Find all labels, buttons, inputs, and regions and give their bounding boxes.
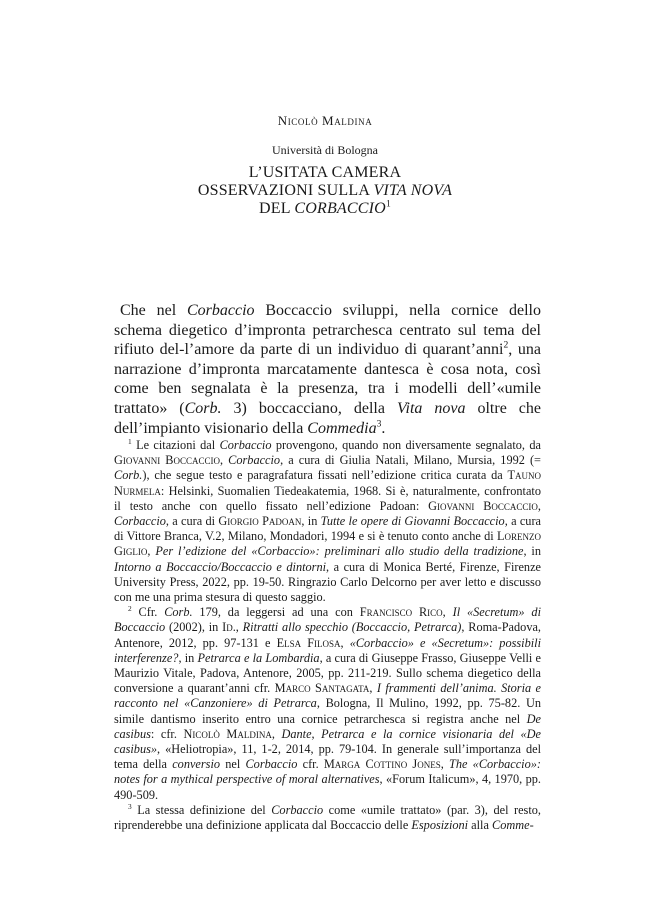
note-italic: Corbaccio: [245, 757, 298, 772]
note-text: , Roma-Padova, Antenore, 2012, pp. 97-131 e: [114, 620, 541, 650]
note-italic: Corb.: [114, 468, 143, 483]
title-line-3-italic: CORBACCIO: [294, 200, 386, 217]
note-text: ,: [220, 453, 229, 468]
footnote-1: [114, 438, 541, 605]
footnote-3: [114, 803, 541, 833]
author-name: Nicolò Maldina: [277, 113, 373, 128]
note-text: alla: [468, 818, 492, 833]
note-text: : cfr.: [150, 726, 184, 741]
title-line-2-text: OSSERVAZIONI SULLA: [197, 182, 374, 199]
footnote-number: 3: [128, 801, 132, 811]
note-text: come «umile trattato» (par. 3), del resto, riprenderebbe una definizione applicata dal Boccaccio delle: [114, 802, 541, 833]
note-italic: Intorno a Boccaccio/Boccaccio e dintorni: [114, 559, 327, 574]
note-author: Giovanni Boccaccio: [428, 498, 538, 513]
note-author: Lorenzo Giglio: [114, 529, 541, 559]
body-text-segment: , una narrazione d’impronta marcatamente dantesca è cosa nota, così come ben segnalata è la presenza, tra i modelli dell’«umile trattato» (: [114, 341, 541, 417]
note-text: : Helsinki, Suomalien Tiedeakatemia, 1968. Si è, naturalmente, confrontato il testo anche con quello fissato nell’edizione Padoan:: [114, 483, 541, 513]
author-affiliation: Università di Bologna: [272, 143, 378, 157]
note-text: , «Forum Italicum», 4, 1970, pp. 490-509.: [114, 772, 541, 802]
note-author: Francisco Rico: [359, 605, 443, 620]
note-author: Giorgio Padoan: [218, 514, 302, 529]
body-italic: Corbaccio: [186, 302, 255, 319]
note-italic: Per l’edizione del «Corbaccio»: preliminari allo studio della tradizione: [155, 544, 524, 559]
body-text-segment: 3) boccacciano, della: [221, 399, 397, 417]
note-author: Id.: [222, 620, 236, 635]
note-italic: Corbaccio: [114, 514, 166, 529]
title-footnote-ref[interactable]: 1: [385, 198, 391, 210]
note-italic: Ritratti allo specchio (Boccaccio, Petrarca): [242, 620, 462, 635]
footnote-2: [114, 605, 541, 803]
note-text: 179, da leggersi ad una con: [192, 605, 360, 620]
note-author: Elsa Filosa: [276, 635, 341, 650]
note-text: , «Heliotropia», 11, 1-2, 2014, pp. 79-104. In generale sull’importanza del tema della: [114, 742, 541, 772]
note-author: Nicolò Maldina: [183, 726, 272, 741]
note-text: , a cura di Monica Berté, Firenze, Firenze University Press, 2022, pp. 19-50. Ringrazio Carlo Delcorno per aver letto e discusso con me una prima stesura di questo saggio.: [114, 559, 541, 605]
note-italic: Esposizioni: [411, 818, 469, 833]
note-italic: Corb.: [164, 605, 193, 620]
body-italic: Commedia: [307, 419, 377, 437]
body-text-segment: oltre che dell’impianto visionario della: [114, 399, 541, 437]
note-author: Giovanni Boccaccio: [114, 453, 220, 468]
note-text: ,: [147, 544, 156, 559]
title-line-2-italic: VITA NOVA: [373, 182, 453, 199]
note-text: ,: [442, 605, 453, 620]
note-italic: I frammenti dell’anima. Storia e racconto nel «Canzoniere» di Petrarca: [114, 681, 541, 711]
note-text: ), che segue testo e paragrafatura fissati nell’edizione critica curata da: [142, 468, 508, 483]
note-text: , a cura di: [165, 514, 219, 529]
note-italic: Tutte le opere di Giovanni Boccaccio: [320, 514, 505, 529]
note-italic: The «Corbaccio»: notes for a mythical perspective of moral alternatives: [114, 757, 541, 787]
title-line-2: [0, 182, 650, 200]
note-text: ,: [369, 681, 377, 696]
body-paragraph: [114, 301, 541, 438]
note-italic: Petrarca e la Lombardia: [197, 650, 320, 665]
note-author: Tauno Nurmela: [114, 468, 541, 498]
note-author: Marco Santagata: [274, 681, 370, 696]
note-text: ,: [340, 635, 350, 650]
note-text: nel: [220, 757, 246, 772]
title-line-1: L’USITATA CAMERA: [248, 164, 402, 181]
note-text: ,: [440, 757, 450, 772]
note-italic: Corbaccio: [271, 802, 324, 817]
note-text: , a cura di Giuseppe Frasso, Giuseppe Velli e Maurizio Vitale, Padova, Antenore, 2005, pp. 211-219. Sullo schema diegetico della conversione a quarant’anni cfr.: [114, 650, 541, 696]
note-italic: conversio: [172, 757, 221, 772]
note-text: (2002), in: [165, 620, 223, 635]
note-italic: Corbaccio: [219, 438, 272, 452]
note-italic: Dante, Petrarca e la cornice visionaria del «De casibus»: [114, 726, 542, 757]
note-text: , a cura di Giulia Natali, Milano, Mursia, 1992 (=: [280, 453, 541, 468]
note-text: ,: [537, 498, 541, 513]
note-text: Le citazioni dal: [136, 438, 220, 452]
footnotes-section: [114, 438, 541, 833]
note-text: , in: [523, 544, 541, 559]
note-italic: De casibus: [114, 711, 541, 741]
footnote-number: 2: [128, 604, 132, 614]
note-text: , a cura di Vittore Branca, V.2, Milano, Mondadori, 1994 e si è tenuto conto anche di: [114, 514, 542, 544]
body-text-segment: .: [381, 419, 386, 437]
body-text-segment: Boccaccio sviluppi, nella cornice dello schema diegetico d’impronta petrarchesca centrato sul tema del rifiuto del-l’amore da parte di un individuo di quarant’anni: [114, 302, 541, 359]
title-line-3: [0, 200, 650, 218]
title-line-3-text: DEL: [259, 200, 295, 217]
body-italic: Vita nova: [396, 399, 466, 417]
footnote-ref-3[interactable]: 3: [376, 418, 382, 430]
note-italic: Il «Secretum» di Boccaccio: [114, 605, 541, 635]
note-italic: Corbaccio: [228, 453, 281, 468]
note-text: , in: [178, 650, 198, 665]
note-italic: Comme-: [492, 818, 534, 833]
note-text: provengono, quando non diversamente segnalato, da: [271, 438, 541, 452]
note-text: ,: [271, 726, 282, 741]
note-text: ,: [235, 620, 243, 635]
note-text: cfr.: [297, 757, 324, 772]
note-text: , in: [301, 514, 321, 529]
body-text-segment: Che nel: [120, 302, 187, 319]
footnote-number: 1: [128, 436, 132, 446]
note-text: , Bologna, Il Mulino, 1992, pp. 75-82. Un simile dantismo inserito entro una cornice petrarchesca si registra anche nel: [114, 696, 541, 726]
note-italic: «Corbaccio» e «Secretum»: possibili interferenze?: [114, 635, 541, 665]
note-author: Marga Cottino Jones: [323, 757, 441, 772]
body-italic: Corb.: [184, 399, 222, 417]
note-text: Cfr.: [138, 605, 165, 620]
footnote-ref-2[interactable]: 2: [503, 339, 509, 351]
note-text: La stessa definizione del: [137, 802, 272, 817]
